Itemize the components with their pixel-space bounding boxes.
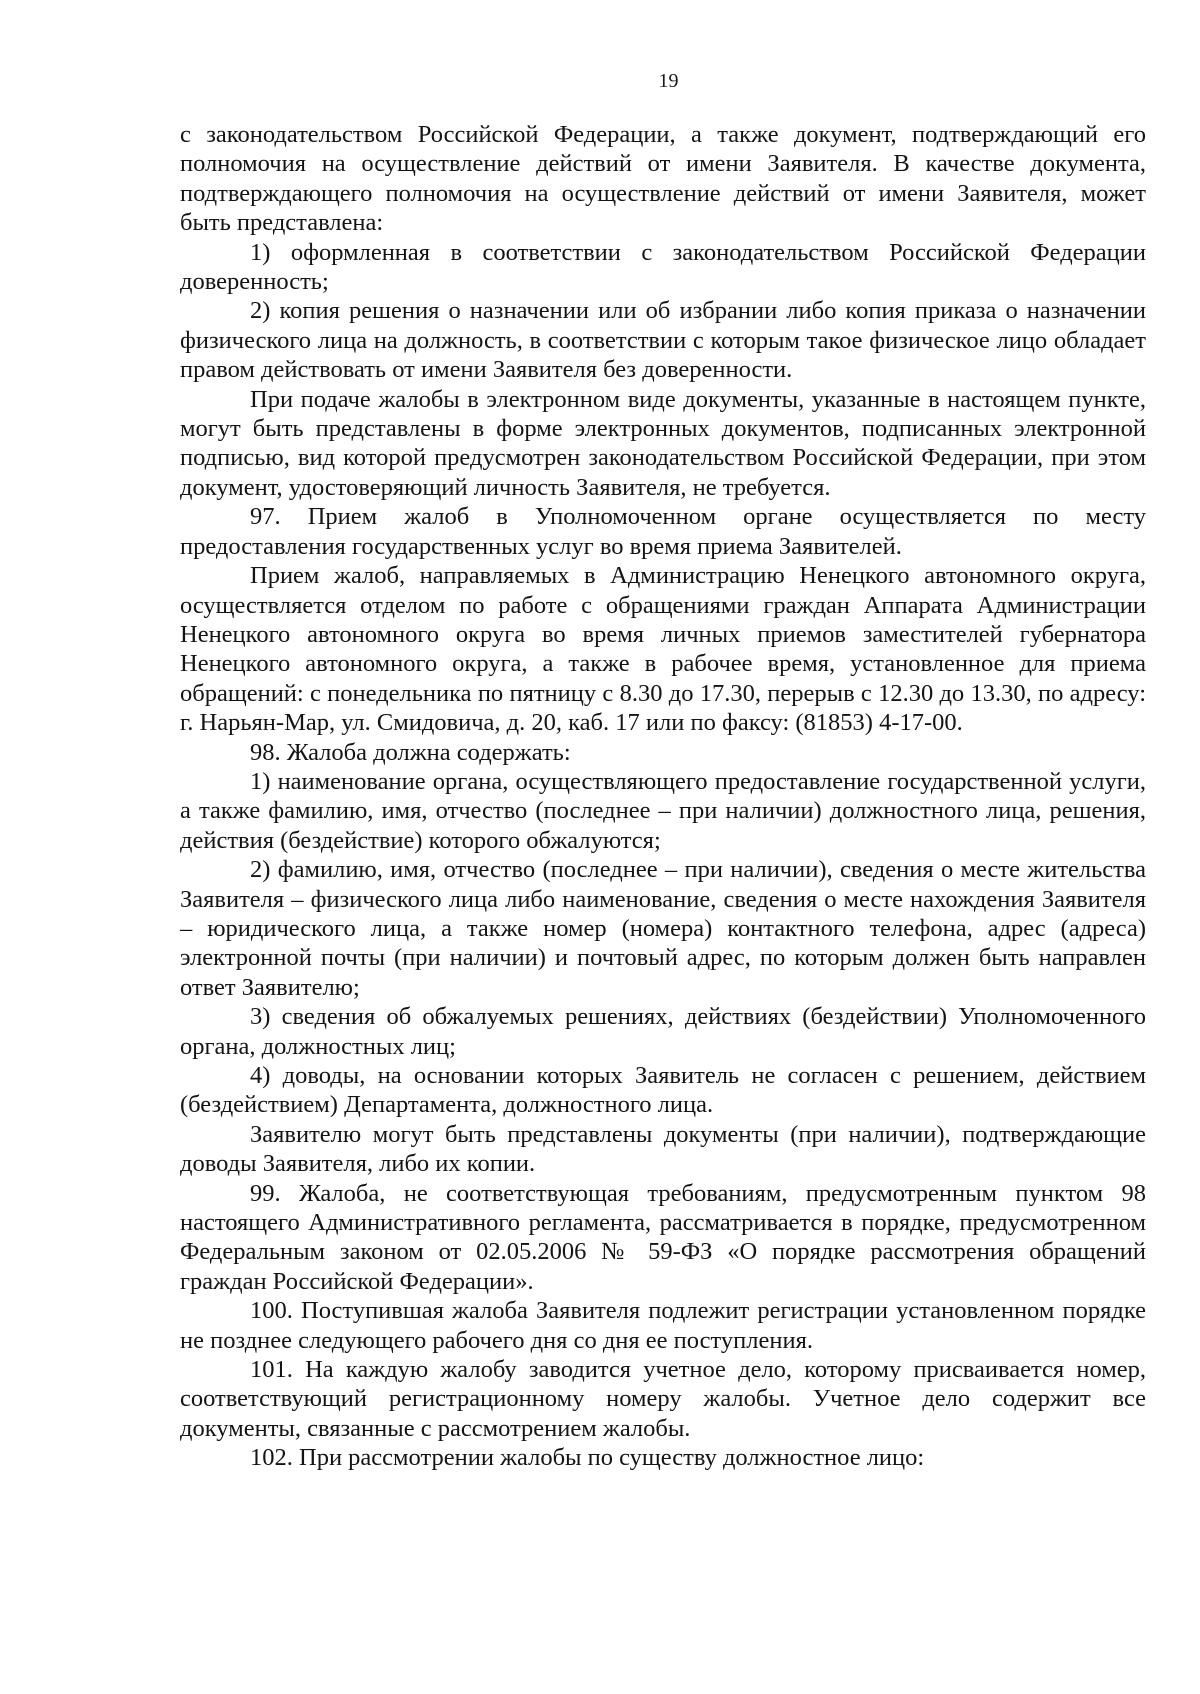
paragraph-99: 99. Жалоба, не соответствующая требованиям, предусмотренным пунктом 98 настоящего Административного регламента, рассматривается в порядке, предусмотренном Федеральным законом от 02.05.2006 № 59-ФЗ «О порядке рассмотрения обращений граждан Российской Федерации».: [180, 1179, 1146, 1295]
paragraph-102: 102. При рассмотрении жалобы по существу должностное лицо:: [250, 1444, 925, 1472]
document-body: [180, 120, 1146, 1473]
paragraph-98: 98. Жалоба должна содержать:: [250, 738, 571, 766]
paragraph-101: 101. На каждую жалобу заводится учетное дело, которому присваивается номер, соответствующий регистрационному номеру жалобы. Учетное дело содержит все документы, связанные с рассмотрением жалобы.: [180, 1356, 1146, 1442]
paragraph-98-item-4: 4) доводы, на основании которых Заявитель не согласен с решением, действием (бездействием) Департамента, должностного лица.: [180, 1062, 1146, 1119]
paragraph-98-item-1: 1) наименование органа, осуществляющего предоставление государственной услуги, а также фамилию, имя, отчество (последнее – при наличии) должностного лица, решения, действия (бездействие) которого обжалуются;: [180, 767, 1146, 854]
paragraph-98-item-3: 3) сведения об обжалуемых решениях, действиях (бездействии) Уполномоченного органа, должностных лиц;: [180, 1003, 1146, 1060]
paragraph-list-item-2: 2) копия решения о назначении или об избрании либо копия приказа о назначении физического лица на должность, в соответствии с которым такое физическое лицо обладает правом действовать от имени Заявителя без доверенности.: [180, 297, 1146, 384]
paragraph-administration-reception: Прием жалоб, направляемых в Администрацию Ненецкого автономного округа, осуществляется отделом по работе с обращениями граждан Аппарата Администрации Ненецкого автономного округа во время личных приемов заместителей губернатора Ненецкого автономного округа, а также в рабочее время, установленное для приема обращений: с понедельника по пятницу с 8.30 до 17.30, перерыв с 12.30 до 13.30, по адресу: г. Нарьян-Мар, ул. Смидовича, д. 20, каб. 17 или по факсу: (81853) 4-17-00.: [180, 562, 1146, 737]
page-number: 19: [658, 70, 679, 92]
paragraph-electronic-submission: При подаче жалобы в электронном виде документы, указанные в настоящем пункте, могут быть представлены в форме электронных документов, подписанных электронной подписью, вид которой предусмотрен законодательством Российской Федерации, при этом документ, удостоверяющий личность Заявителя, не требуется.: [180, 385, 1146, 501]
paragraph-100: 100. Поступившая жалоба Заявителя подлежит регистрации установленном порядке не позднее следующего рабочего дня со дня ее поступления.: [180, 1297, 1146, 1354]
paragraph-supporting-documents: Заявителю могут быть представлены документы (при наличии), подтверждающие доводы Заявителя, либо их копии.: [180, 1120, 1146, 1178]
paragraph-97: 97. Прием жалоб в Уполномоченном органе осуществляется по месту предоставления государственных услуг во время приема Заявителей.: [180, 503, 1146, 560]
paragraph-continuation: с законодательством Российской Федерации, а также документ, подтверждающий его полномочия на осуществление действий от имени Заявителя. В качестве документа, подтверждающего полномочия на осуществление действий от имени Заявителя, может быть представлена:: [180, 121, 1146, 237]
paragraph-98-item-2: 2) фамилию, имя, отчество (последнее – при наличии), сведения о месте жительства Заявителя – физического лица либо наименование, сведения о месте нахождения Заявителя – юридического лица, а также номер (номера) контактного телефона, адрес (адреса) электронной почты (при наличии) и почтовый адрес, по которым должен быть направлен ответ Заявителю;: [180, 856, 1146, 1001]
paragraph-list-item-1: 1) оформленная в соответствии с законодательством Российской Федерации доверенность;: [180, 238, 1146, 296]
